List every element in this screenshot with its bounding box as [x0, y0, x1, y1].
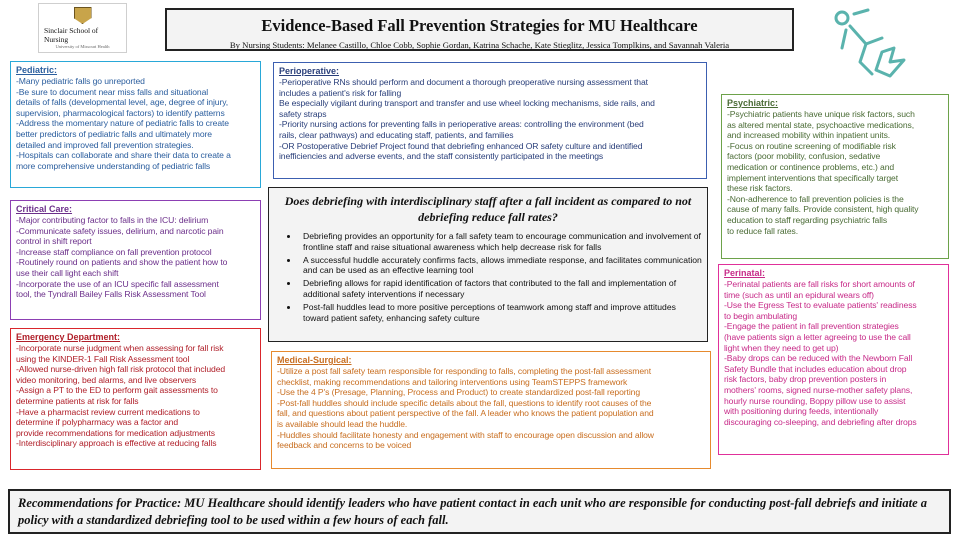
section-line: safety straps — [279, 108, 327, 119]
section-line: -Address the momentary nature of pediatric falls to create — [16, 118, 229, 129]
section-line: fall, and questions about patient perspective of the fall. A leader who knows the patient population and — [277, 408, 654, 419]
section-line: control in shift report — [16, 236, 92, 247]
section-line: supervision, pharmacological factors) to identify patterns — [16, 107, 225, 118]
section-line: includes a patient's risk for falling — [279, 87, 402, 98]
poster-authors: By Nursing Students: Melanee Castillo, Chloe Cobb, Sophie Gordan, Katrina Schache, Kate Stieglitz, Jessica Tomplkins, and Savannah Valeria — [229, 40, 730, 50]
section-line: factors (poor mobility, confusion, sedative — [727, 151, 881, 162]
section-line: -Incorporate nurse judgment when assessing for fall risk — [16, 343, 224, 353]
section-heading: Perioperative: — [279, 66, 340, 76]
section-line: -Communicate safety issues, delirium, and narcotic pain — [16, 225, 224, 236]
section-line: determine if polypharmacy was a factor and — [16, 417, 179, 428]
section-heading: Emergency Department: — [16, 332, 121, 342]
section-line: -Engage the patient in fall prevention strategies — [724, 321, 899, 332]
section-line: -Incorporate the use of an ICU specific fall assessment — [16, 278, 219, 289]
section-line: Safety Bundle that includes education about drop — [724, 363, 907, 374]
section-line: medication or continence problems, etc.) and — [727, 161, 895, 172]
emergency-department-section — [10, 328, 261, 470]
section-line: -Focus on routine screening of modifiable risk — [727, 140, 896, 151]
shield-icon — [74, 7, 92, 24]
section-line: better predictors of pediatric falls and ultimately more — [16, 128, 212, 139]
perioperative-section — [273, 62, 707, 179]
section-line: -Use the Egress Test to evaluate patients' readiness — [724, 300, 917, 311]
findings-list — [274, 231, 702, 323]
section-line: -Major contributing factor to falls in the ICU: delirium — [16, 215, 209, 225]
recommendation-text: Recommendations for Practice: MU Healthcare should identify leaders who have patient contact in each unit who are responsible for conducting post-fall debriefs and initiate a policy with a standardized debriefing tool to be used within a few hours of each fall. — [18, 496, 928, 527]
section-line: -Have a pharmacist review current medications to — [16, 406, 200, 417]
finding-bullet: • A successful huddle accurately confirms facts, allows immediate response, and facilitates communication and can be used as an effective learning tool — [299, 255, 702, 277]
medical-surgical-section — [271, 351, 711, 469]
section-line: -Non-adherence to fall prevention policies is the — [727, 193, 904, 204]
section-line: -Assign a PT to the ED to perform gait assessments to — [16, 385, 218, 396]
section-line: discouraging co-sleeping, and debriefing after drops — [724, 416, 917, 427]
section-line: -Be sure to document near miss falls and situational — [16, 86, 209, 97]
section-line: using the KINDER-1 Fall Risk Assessment tool — [16, 353, 190, 364]
section-line: video monitoring, bed alarms, and live observers — [16, 374, 197, 385]
section-line: with positioning during feeds, intentionally — [724, 406, 879, 417]
section-line: provide recommendations for medication adjustments — [16, 427, 215, 438]
critical-care-section — [10, 200, 261, 320]
section-line: -OR Postoperative Debrief Project found that debriefing enhanced OR safety culture and identified — [279, 140, 643, 151]
section-line: light when they need to get up) — [724, 342, 839, 353]
section-line: (have patients sign a letter agreeing to use the call — [724, 331, 911, 342]
section-line: feedback and concerns to be voiced — [277, 440, 412, 451]
section-line: -Baby drops can be reduced with the Newborn Fall — [724, 353, 913, 364]
section-line: risk factors, baby drop prevention posters in — [724, 374, 887, 385]
section-line: -Huddles should facilitate honesty and engagement with staff to encourage open discussion and allow — [277, 429, 654, 440]
section-line: these risk factors. — [727, 183, 793, 194]
finding-bullet: • Debriefing allows for rapid identification of factors that contributed to the fall and implementation of additional safety interventions if necessary — [299, 278, 702, 300]
section-line: -Priority nursing actions for preventing falls in perioperative areas: controlling the environment (bed — [279, 119, 644, 130]
section-line: -Psychiatric patients have unique risk factors, such — [727, 109, 915, 119]
recommendation-banner — [8, 489, 951, 534]
title-banner — [165, 8, 794, 51]
section-line: -Hospitals can collaborate and share their data to create a — [16, 150, 231, 161]
section-heading: Psychiatric: — [727, 98, 779, 108]
section-line: -Utilize a post fall safety team responsible for responding to falls, completing the post-fall assessment — [277, 366, 652, 376]
pico-question-section — [268, 187, 708, 342]
section-heading: Perinatal: — [724, 268, 766, 278]
section-line: mothers' rooms, signed nurse-mother safety plans, — [724, 384, 913, 395]
psychiatric-section — [721, 94, 949, 259]
section-line: as altered mental state, psychoactive medications, — [727, 119, 915, 130]
section-heading: Medical-Surgical: — [277, 355, 352, 365]
school-logo — [38, 3, 127, 53]
finding-bullet: • Debriefing provides an opportunity for a fall safety team to encourage communication and involvement of frontline staff and raise situational awareness which help decrease risk for falls — [299, 231, 702, 253]
section-line: -Use the 4 P's (Presage, Planning, Process and Product) to create standardized post-fall reporting — [277, 387, 641, 398]
section-line: hourly nurse rounding, Boppy pillow use to assist — [724, 395, 906, 406]
section-line: time (such as until an epidural wears off) — [724, 289, 874, 300]
section-line: is available should lead the huddle. — [277, 418, 408, 429]
section-line: -Perinatal patients are fall risks for short amounts of — [724, 279, 915, 289]
poster-title: Evidence-Based Fall Prevention Strategies for MU Healthcare — [261, 16, 698, 35]
section-line: inefficiencies and adverse events, and the staff consistently participated in the meetings — [279, 151, 604, 162]
section-line: Be especially vigilant during transport and transfer and use wheel locking mechanisms, side rails, and — [279, 98, 655, 109]
section-line: use their call light each shift — [16, 267, 119, 278]
section-line: -Routinely round on patients and show the patient how to — [16, 257, 228, 268]
section-line: rails, clear pathways) and educating staff, patients, and families — [279, 129, 514, 140]
section-line: education to staff regarding psychiatric falls — [727, 214, 888, 225]
section-heading: Critical Care: — [16, 204, 73, 214]
section-line: implement interventions that specifically target — [727, 172, 898, 183]
section-line: -Interdisciplinary approach is effective at reducing falls — [16, 438, 217, 449]
perinatal-section — [718, 264, 949, 455]
section-line: -Post-fall huddles should include specific details about the fall, questions to identify root causes of the — [277, 397, 652, 408]
section-line: to reduce fall rates. — [727, 225, 798, 236]
section-line: more comprehensive understanding of pediatric falls — [16, 160, 211, 171]
section-line: cause of many falls. Provide consistent, high quality — [727, 204, 919, 215]
pico-question: Does debriefing with interdisciplinary staff after a fall incident as compared to not debriefing reduce fall rates? — [284, 194, 692, 224]
section-line: details of falls (developmental level, age, degree of injury, — [16, 97, 229, 108]
section-heading: Pediatric: — [16, 65, 58, 75]
section-line: -Increase staff compliance on fall prevention protocol — [16, 246, 212, 257]
logo-subtitle: University of Missouri Health — [55, 44, 110, 49]
section-line: -Many pediatric falls go unreported — [16, 76, 145, 86]
section-line: determine patients at risk for falls — [16, 395, 139, 406]
section-line: tool, the Tyndrall Bailey Falls Risk Assessment Tool — [16, 289, 206, 300]
falling-person-icon — [828, 4, 908, 84]
pediatric-section — [10, 61, 261, 188]
finding-bullet: • Post-fall huddles lead to more positive perceptions of teamwork among staff and improve attitudes toward patient safety, enhancing safety culture — [299, 302, 702, 324]
logo-name: Sinclair School of Nursing — [44, 26, 99, 44]
section-line: -Perioperative RNs should perform and document a thorough preoperative nursing assessment that — [279, 77, 648, 87]
section-line: to begin ambulating — [724, 310, 798, 321]
section-line: -Allowed nurse-driven high fall risk protocol that included — [16, 364, 226, 375]
section-line: checklist, making recommendations and tailoring interventions using TeamSTEPPS framework — [277, 376, 628, 387]
section-line: detailed and improved fall prevention strategies. — [16, 139, 194, 150]
section-line: and increased mobility within inpatient units. — [727, 130, 891, 141]
